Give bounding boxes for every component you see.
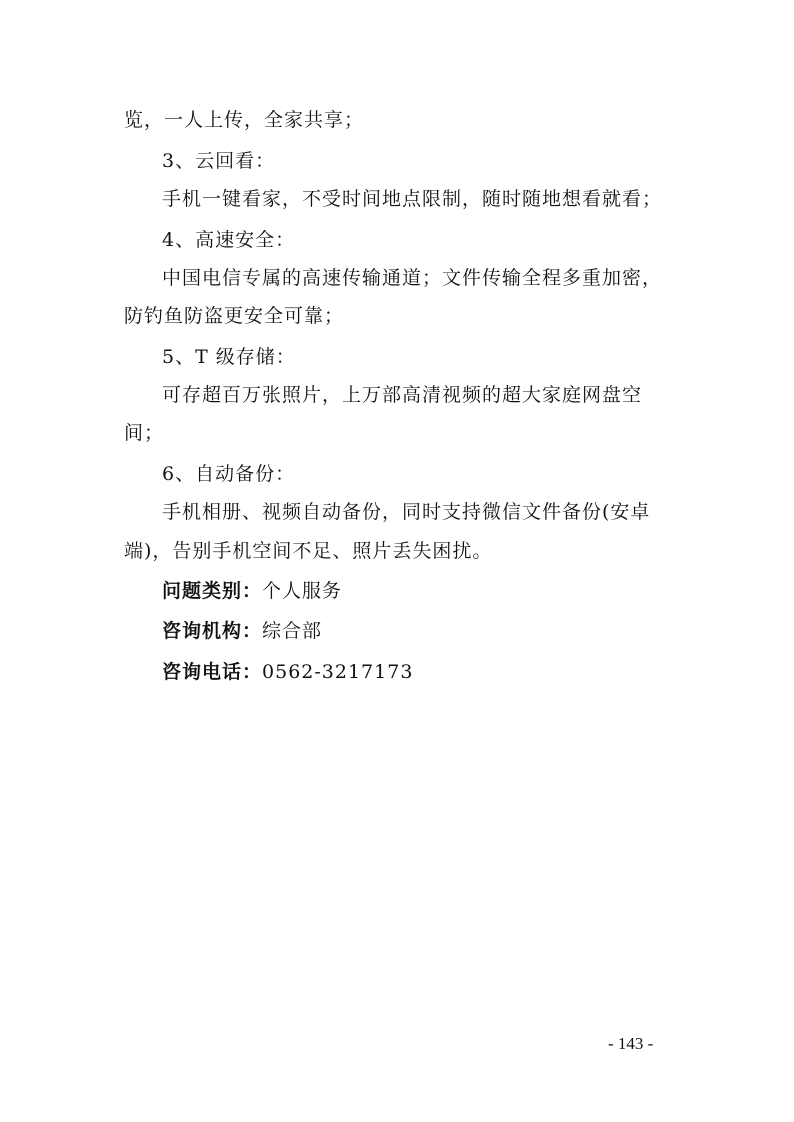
text-line: 端)，告别手机空间不足、照片丢失困扰。	[124, 540, 493, 562]
org-value: 综合部	[262, 620, 323, 642]
section-heading: 3、云回看：	[162, 150, 276, 172]
info-row-phone	[162, 660, 682, 684]
text-line: 手机相册、视频自动备份，同时支持微信文件备份(安卓	[162, 501, 651, 523]
text-line: 防钓鱼防盗更安全可靠；	[124, 305, 345, 327]
phone-value: 0562-3217173	[262, 661, 414, 683]
info-row-org	[162, 619, 682, 643]
section-heading: 6、自动备份：	[162, 463, 296, 485]
text-line: 可存超百万张照片，上万部高清视频的超大家庭网盘空	[162, 384, 643, 406]
text-line: 览，一人上传，全家共享；	[124, 109, 365, 131]
org-label: 咨询机构：	[162, 620, 263, 642]
category-label: 问题类别：	[162, 580, 263, 602]
section-heading: 5、T 级存储：	[162, 346, 296, 368]
text-line: 手机一键看家，不受时间地点限制，随时随地想看就看；	[162, 188, 663, 210]
text-line: 间；	[124, 422, 165, 444]
info-row-category	[162, 579, 682, 603]
phone-label: 咨询电话：	[162, 661, 263, 683]
page-number: - 143 -	[608, 1034, 654, 1053]
section-heading: 4、高速安全：	[162, 229, 296, 251]
text-line: 中国电信专属的高速传输通道；文件传输全程多重加密，	[162, 267, 663, 289]
category-value: 个人服务	[262, 580, 343, 602]
